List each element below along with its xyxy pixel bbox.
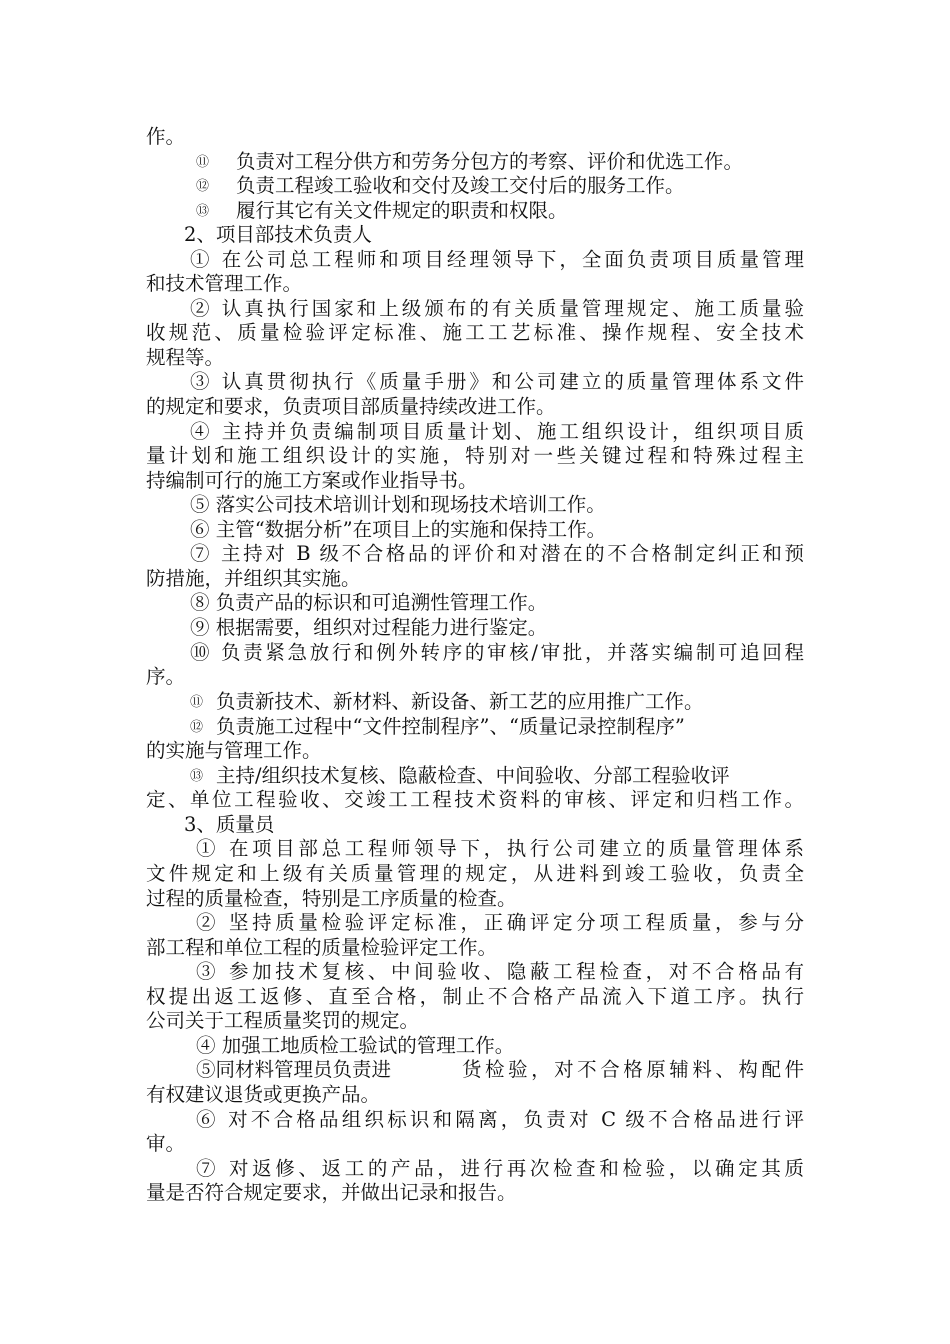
text-line: 规程等。 (146, 346, 225, 369)
text-line: ③ 参加技术复核、中间验收、隐蔽工程检查，对不合格品有 (196, 960, 804, 983)
text-line: ① 在项目部总工程师领导下，执行公司建立的质量管理体系 (196, 837, 804, 860)
text-line: ① 在公司总工程师和项目经理领导下，全面负责项目质量管理 (190, 248, 804, 271)
text-line: 防措施，并组织其实施。 (146, 567, 361, 590)
text-line: ③ 认真贯彻执行《质量手册》和公司建立的质量管理体系文件 (190, 370, 804, 393)
item-text: 负责施工过程中“文件控制程序”、“质量记录控制程序” (216, 715, 685, 738)
text-line: 部工程和单位工程的质量检验评定工作。 (146, 936, 498, 959)
text-line: 量是否符合规定要求，并做出记录和报告。 (146, 1181, 517, 1204)
item-number: ⑫ (196, 179, 210, 194)
text-line: ② 认真执行国家和上级颁布的有关质量管理规定、施工质量验 (190, 297, 804, 320)
text-line: ⑥ 主管“数据分析”在项目上的实施和保持工作。 (190, 518, 607, 541)
list-item (196, 174, 685, 198)
text-line: ⑤同材料管理员负责进 (196, 1058, 392, 1081)
text-line: 货检验，对不合格原辅料、构配件 (462, 1058, 804, 1081)
item-text: 主持/组织技术复核、隐蔽检查、中间验收、分部工程验收评 (216, 764, 730, 787)
list-item (190, 690, 704, 714)
section-heading: 2、项目部技术负责人 (184, 223, 372, 246)
item-number: ⑬ (196, 204, 210, 219)
item-text: 履行其它有关文件规定的职责和权限。 (236, 199, 568, 222)
item-number: ⑬ (190, 769, 204, 784)
text-line: ⑥ 对不合格品组织标识和隔离，负责对 C 级不合格品进行评 (196, 1108, 804, 1131)
text-line: 和技术管理工作。 (146, 272, 303, 295)
list-item (190, 715, 685, 739)
list-item (196, 150, 743, 174)
text-line: ② 坚持质量检验评定标准，正确评定分项工程质量，参与分 (196, 911, 804, 934)
text-line: ④ 加强工地质检工验试的管理工作。 (196, 1034, 515, 1057)
text-line: 有权建议退货或更换产品。 (146, 1083, 381, 1106)
text-line: 持编制可行的施工方案或作业指导书。 (146, 469, 478, 492)
list-item (196, 199, 568, 223)
text-line: 序。 (146, 665, 186, 688)
text-line: ⑦ 对返修、返工的产品，进行再次检查和检验，以确定其质 (196, 1157, 804, 1180)
text-line: ④ 主持并负责编制项目质量计划、施工组织设计，组织项目质 (190, 420, 804, 443)
item-text: 负责工程竣工验收和交付及竣工交付后的服务工作。 (236, 174, 685, 197)
text-line: 文件规定和上级有关质量管理的规定，从进料到竣工验收，负责全 (146, 862, 804, 885)
text-line: 权提出返工返修、直至合格，制止不合格产品流入下道工序。执行 (146, 985, 804, 1008)
list-item (190, 764, 730, 788)
text-line: 定、单位工程验收、交竣工工程技术资料的审核、评定和归档工作。 (146, 788, 804, 811)
text-line: 的实施与管理工作。 (146, 739, 322, 762)
text-line: 公司关于工程质量奖罚的规定。 (146, 1009, 420, 1032)
text-line: 审。 (146, 1132, 186, 1155)
item-text: 负责新技术、新材料、新设备、新工艺的应用推广工作。 (216, 690, 704, 713)
text-line: ⑤ 落实公司技术培训计划和现场技术培训工作。 (190, 493, 606, 516)
text-line: ⑦ 主持对 B 级不合格品的评价和对潜在的不合格制定纠正和预 (190, 542, 804, 565)
text-line: ⑨ 根据需要，组织对过程能力进行鉴定。 (190, 616, 548, 639)
section-heading: 3、质量员 (184, 813, 275, 836)
text-line: 收规范、质量检验评定标准、施工工艺标准、操作规程、安全技术 (146, 321, 804, 344)
text-line: 作。 (146, 125, 186, 148)
text-line: 过程的质量检查，特别是工序质量的检查。 (146, 887, 517, 910)
text-line: ⑧ 负责产品的标识和可追溯性管理工作。 (190, 591, 548, 614)
item-number: ⑪ (190, 695, 204, 710)
item-number: ⑫ (190, 720, 204, 735)
item-number: ⑪ (196, 155, 210, 170)
text-line: 的规定和要求，负责项目部质量持续改进工作。 (146, 395, 556, 418)
text-line: ⑩ 负责紧急放行和例外转序的审核/审批，并落实编制可追回程 (190, 641, 804, 664)
item-text: 负责对工程分供方和劳务分包方的考察、评价和优选工作。 (236, 150, 744, 173)
text-line: 量计划和施工组织设计的实施，特别对一些关键过程和特殊过程主 (146, 444, 804, 467)
